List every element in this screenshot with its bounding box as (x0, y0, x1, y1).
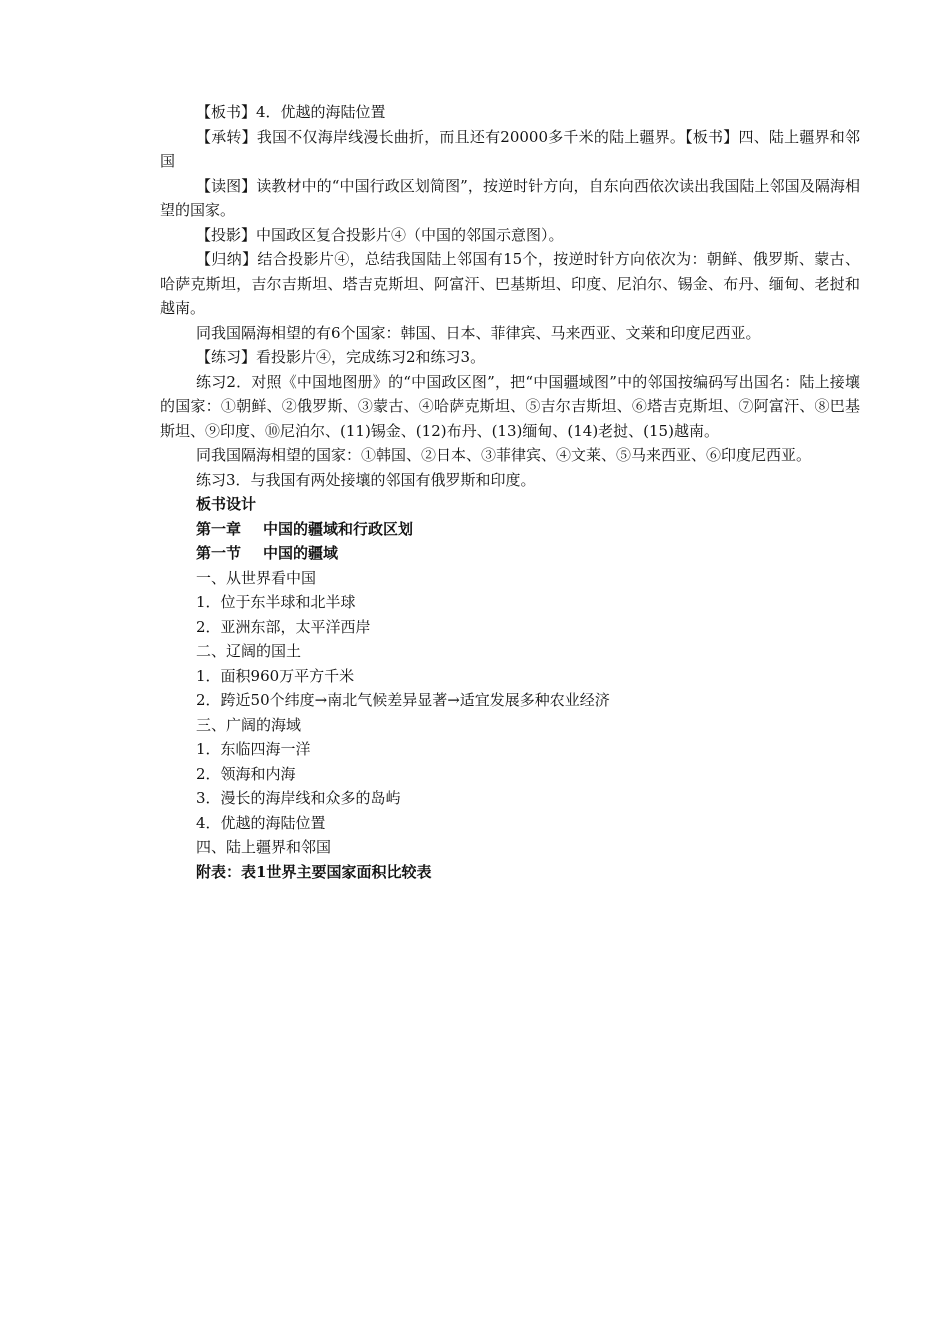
outline-item: 1．东临四海一洋 (196, 740, 311, 758)
outline-item: 四、陆上疆界和邻国 (196, 838, 332, 856)
paragraph-exercise-2-sea: 同我国隔海相望的国家：①韩国、②日本、③菲律宾、④文莱、⑤马来西亚、⑥印度尼西亚。 (196, 446, 812, 464)
appendix-heading: 附表：表1世界主要国家面积比较表 (196, 862, 432, 881)
chapter-title: 中国的疆域和行政区划 (263, 519, 414, 538)
outline-item: 2．亚洲东部，太平洋西岸 (196, 617, 371, 636)
board-design-heading: 板书设计 (196, 495, 257, 513)
paragraph-sea-neighbors: 同我国隔海相望的有6个国家：韩国、日本、菲律宾、马来西亚、文莱和印度尼西亚。 (196, 323, 761, 342)
outline-item: 2．领海和内海 (196, 764, 296, 783)
section-heading (160, 541, 860, 566)
outline-item: 三、广阔的海域 (196, 715, 302, 734)
section-number: 第一节 (196, 544, 242, 562)
paragraph-exercise-3: 练习3．与我国有两处接壤的邻国有俄罗斯和印度。 (196, 470, 536, 489)
outline-item: 1．位于东半球和北半球 (196, 593, 356, 611)
paragraph-transition: 【承转】我国不仅海岸线漫长曲折，而且还有20000多千米的陆上疆界。【板书】四、陆上疆界和邻国 (160, 127, 860, 170)
section-title: 中国的疆域 (263, 544, 339, 562)
paragraph-summary: 【归纳】结合投影片④，总结我国陆上邻国有15个，按逆时针方向依次为：朝鲜、俄罗斯、蒙古、哈萨克斯坦，吉尔吉斯坦、塔吉克斯坦、阿富汗、巴基斯坦、印度、尼泊尔、锡金、布丹、缅甸、老挝和越南。 (160, 250, 860, 317)
paragraph-projection: 【投影】中国政区复合投影片④（中国的邻国示意图）。 (196, 225, 564, 244)
chapter-heading (160, 517, 860, 542)
paragraph-exercise-intro: 【练习】看投影片④，完成练习2和练习3。 (196, 348, 486, 366)
outline-item: 3．漫长的海岸线和众多的岛屿 (196, 789, 401, 807)
outline-item: 1．面积960万平方千米 (196, 666, 355, 685)
lesson-content (160, 100, 860, 884)
outline-item: 一、从世界看中国 (196, 568, 317, 587)
chapter-number: 第一章 (196, 519, 242, 538)
outline-item: 2．跨近50个纬度→南北气候差异显著→适宜发展多种农业经济 (196, 691, 610, 709)
paragraph-board-note: 【板书】4．优越的海陆位置 (196, 103, 386, 121)
outline-item: 4．优越的海陆位置 (196, 813, 326, 832)
paragraph-exercise-2: 练习2．对照《中国地图册》的“中国政区图”，把“中国疆域图”中的邻国按编码写出国名：陆上接壤的国家：①朝鲜、②俄罗斯、③蒙古、④哈萨克斯坦、⑤吉尔吉斯坦、⑥塔吉克斯坦、⑦阿富汗、⑧巴基斯坦、⑨印度、⑩尼泊尔、(11)锡金、(12)布丹、(13)缅甸、(14)老挝、(15)越南。 (160, 372, 860, 440)
outline-item: 二、辽阔的国土 (196, 642, 302, 660)
paragraph-read-map: 【读图】读教材中的“中国行政区划简图”，按逆时针方向，自东向西依次读出我国陆上邻国及隔海相望的国家。 (160, 176, 860, 219)
